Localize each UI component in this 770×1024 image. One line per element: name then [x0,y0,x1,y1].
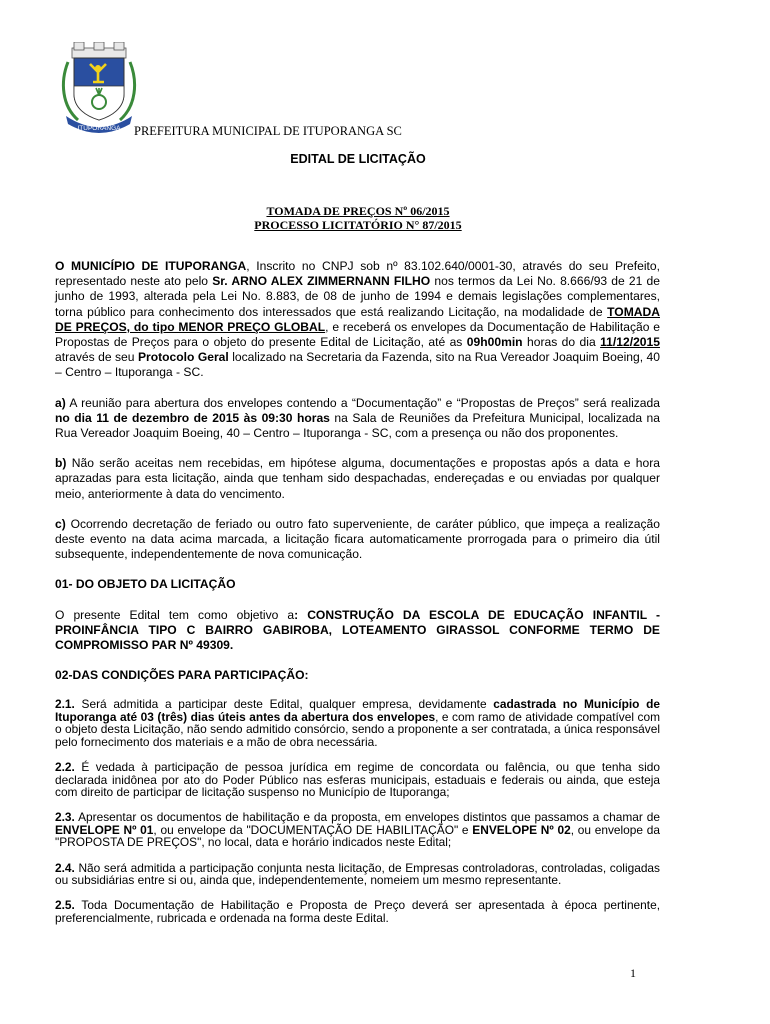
prefeito-name: Sr. ARNO ALEX ZIMMERNANN FILHO [212,274,431,289]
mural-crown [72,42,126,58]
clause-2-2-number: 2.2. [55,760,75,775]
document-body [55,259,660,924]
clause-2-4 [55,862,660,887]
section-01-paragraph [55,608,660,654]
deadline-date: 11/12/2015 [600,335,660,350]
organization-name: PREFEITURA MUNICIPAL DE ITUPORANGA SC [134,124,402,138]
item-c-paragraph [55,517,660,563]
deadline-hour: 09h00min [466,335,523,350]
section-01-text: O presente Edital tem como objetivo a [55,607,295,622]
envelope-01: ENVELOPE Nº 01 [55,822,154,837]
clause-2-1-text-1: Será admitida a participar deste Edital, qualquer empresa, devidamente [74,697,494,712]
clause-2-1-text-2: , e com ramo de atividade compatível com o objeto desta Licitação, não sendo admitido consórcio, sendo a proponente a ser contratada, a única responsável pelo fornecimento dos materiais e a mão de obra necessária. [55,709,660,749]
intro-text-2: nos termos da Lei No. 8.666/93 de 21 de junho de 1993, alterada pela Lei No. 8.883, de 08 de junho de 1994 e demais legislações complementares, torna público para conhecimento dos interessados que está realizando Licitação, na modalidade de [55,274,660,319]
clause-2-4-number: 2.4. [55,860,75,875]
protocolo-geral: Protocolo Geral [137,350,229,365]
intro-text-1: , Inscrito no CNPJ sob nº 83.102.640/0001-30, através do seu Prefeito, representado neste ato pelo [55,259,660,289]
clause-2-4-text: Não será admitida a participação conjunta nesta licitação, de Empresas controladoras, controladas, coligadas ou subsidiárias entre si ou, ainda que, independentemente, nomeiem um mesmo representante. [55,860,660,887]
tomada-de-precos-number: TOMADA DE PREÇOS Nº 06/2015 [266,204,450,218]
intro-text-6: localizado na Secretaria da Fazenda, sito na Rua Vereador Joaquim Boeing, 40 – Centro – Ituporanga - SC. [55,350,660,380]
intro-text-4: horas do dia [522,335,601,350]
clause-2-1-bold: cadastrada no Município de Ituporanga até 03 (três) dias úteis antes da abertura dos envelopes [55,697,660,724]
item-c-label: c) [55,516,66,531]
clause-2-5 [55,899,660,924]
city-coat-of-arms [60,42,138,134]
licitacao-objeto: : CONSTRUÇÃO DA ESCOLA DE EDUCAÇÃO INFANTIL - PROINFÂNCIA TIPO C BAIRRO GABIROBA, LOTEAMENTO GIRASSOL CONFORME TERMO DE COMPROMISSO PAR Nº 49309. [55,607,660,653]
item-a-text-1: A reunião para abertura dos envelopes contendo a “Documentação” e “Propostas de Preços” será realizada [65,395,660,410]
envelope-02: ENVELOPE Nº 02 [472,822,571,837]
clause-2-3 [55,811,660,848]
clause-2-5-text: Toda Documentação de Habilitação e Proposta de Preço deverá ser apresentada à época pertinente, preferencialmente, rubricada e ordenada na forma deste Edital. [55,898,660,925]
intro-paragraph [55,259,660,381]
clause-2-2-text: É vedada à participação de pessoa jurídica em regime de concordata ou falência, ou que tenha sido declarada inidônea por ato do Poder Público nas esferas municipais, estaduais e federais ou ainda, que esteja com direito de participar de licitação suspenso no Município de Ituporanga; [55,760,660,799]
clause-2-3-text-2: , ou envelope da "DOCUMENTAÇÃO DE HABILITAÇÃO" e [153,822,473,837]
crest-city-text: ITUPORANGA [77,125,121,132]
clause-2-3-text-3: , ou envelope da "PROPOSTA DE PREÇOS", no local, data e horário indicados neste Edital; [55,822,660,850]
processo-licitatorio-number: PROCESSO LICITATÓRIO N° 87/2015 [254,218,462,232]
intro-text-5: através de seu [55,350,138,365]
municipio-name: O MUNICÍPIO DE ITUPORANGA [55,259,247,273]
clause-2-2 [55,761,660,798]
item-b-label: b) [55,456,67,471]
clause-2-3-text-1: Apresentar os documentos de habilitação e da proposta, em envelopes distintos que passamos a chamar de [74,810,660,825]
meeting-datetime: no dia 11 de dezembro de 2015 às 09:30 horas [55,410,330,425]
clause-2-1 [55,698,660,748]
clause-2-1-number: 2.1. [55,697,75,712]
intro-text-3: , e receberá os envelopes da Documentação de Habilitação e Propostas de Preços para o objeto do presente Edital de Licitação, até as [55,319,660,350]
section-02-heading: 02-DAS CONDIÇÕES PARA PARTICIPAÇÃO: [55,668,309,683]
document-title: EDITAL DE LICITAÇÃO [290,152,426,166]
item-b-paragraph [55,456,660,502]
item-a-label: a) [55,395,66,410]
item-c-text: Ocorrendo decretação de feriado ou outro fato superveniente, de caráter público, que impeça a realização deste evento na data acima marcada, a licitação ficara automaticamente prorrogada para o primeiro dia útil subsequente, independentemente de nova comunicação. [55,516,660,562]
clause-2-5-number: 2.5. [55,898,75,913]
clause-2-3-number: 2.3. [55,810,75,825]
modalidade: TOMADA DE PREÇOS, do tipo MENOR PREÇO GLOBAL [55,304,660,334]
item-a-text-2: na Sala de Reuniões da Prefeitura Municipal, localizada na Rua Vereador Joaquim Boeing, 40 – Centro – Ituporanga - SC, com a presença ou não dos proponentes. [55,410,661,441]
page-number: 1 [630,966,636,980]
item-b-text: Não serão aceitas nem recebidas, em hipótese alguma, documentações e propostas após a data e hora aprazadas para esta licitação, ainda que tenham sido despachadas, endereçadas e ou enviadas por qualquer meio, anteriormente à data do vencimento. [55,456,660,501]
item-a-paragraph [55,396,660,442]
section-01-heading: 01- DO OBJETO DA LICITAÇÃO [55,577,236,592]
